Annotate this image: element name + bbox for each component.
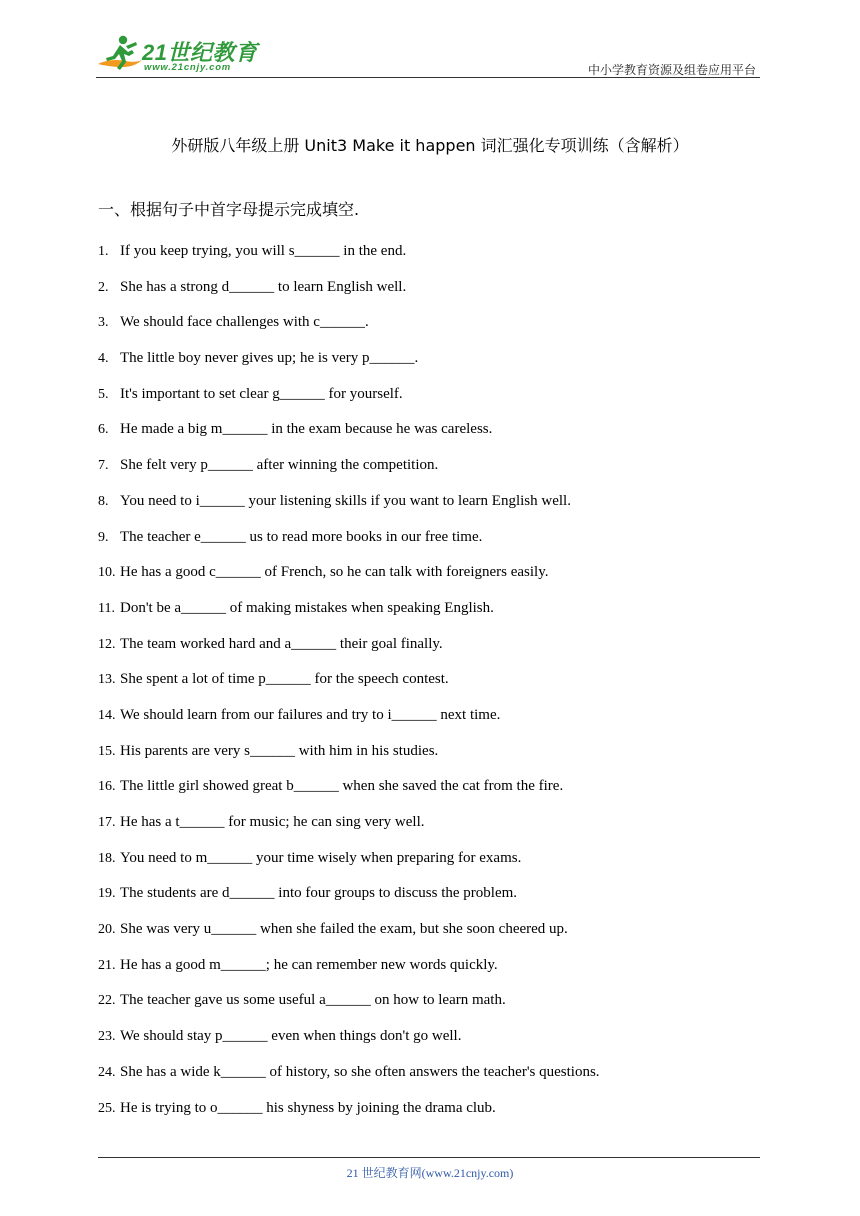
question-item [98,882,778,918]
question-number: 1. [98,244,109,259]
question-number: 4. [98,351,109,367]
question-number: 25. [98,1100,116,1116]
question-text: She felt very p______ after winning the competition. [120,457,439,474]
question-item [98,383,778,419]
question-text: We should stay p______ even when things don't go well. [120,1028,462,1045]
question-text: He has a good c______ of French, so he can talk with foreigners easily. [120,564,549,581]
question-text: The students are d______ into four groups to discuss the problem. [120,885,518,902]
question-number: 6. [98,422,109,438]
question-number: 2. [98,279,109,295]
question-text: You need to m______ your time wisely when preparing for exams. [120,849,522,866]
question-item [98,240,778,276]
question-text: You need to i______ your listening skills if you want to learn English well. [120,492,571,509]
question-number: 9. [98,529,109,545]
question-item [98,989,778,1025]
question-text: The teacher gave us some useful a______ on how to learn math. [120,992,506,1009]
question-number: 7. [98,458,109,474]
question-item [98,847,778,883]
page-header [96,34,760,78]
question-item [98,633,778,669]
question-number: 12. [98,636,116,652]
question-item [98,1025,778,1061]
header-divider [96,77,760,78]
question-item [98,668,778,704]
question-number: 22. [98,993,116,1009]
section-heading: 一、根据句子中首字母提示完成填空. [98,200,360,219]
question-number: 16. [98,779,116,795]
question-text: We should face challenges with c______. [120,314,369,331]
question-number: 24. [98,1064,116,1080]
question-item [98,561,778,597]
question-number: 13. [98,672,116,688]
question-item [98,954,778,990]
question-text: He is trying to o______ his shyness by joining the drama club. [120,1099,496,1116]
question-text: He has a t______ for music; he can sing very well. [120,814,425,830]
question-item [98,597,778,633]
question-number: 8. [98,493,109,509]
question-item [98,811,778,847]
question-item [98,490,778,526]
question-item [98,775,778,811]
question-text: The teacher e______ us to read more books in our free time. [120,528,483,545]
question-number: 19. [98,886,116,902]
question-number: 5. [98,386,109,402]
footer-text: 21 世纪教育网(www.21cnjy.com) [346,1166,514,1180]
platform-name: 中小学教育资源及组卷应用平台 [587,63,756,77]
question-number: 15. [98,743,116,759]
question-number: 11. [98,600,115,616]
question-text: She has a wide k______ of history, so she often answers the teacher's questions. [120,1063,600,1080]
question-text: She has a strong d______ to learn English well. [120,278,407,295]
question-text: The team worked hard and a______ their goal finally. [120,635,443,652]
question-item [98,418,778,454]
question-text: She spent a lot of time p______ for the speech contest. [120,671,449,688]
question-item [98,276,778,312]
logo-url: www.21cnjy.com [144,62,232,73]
footer-divider [98,1157,760,1158]
document-title: 外研版八年级上册 Unit3 Make it happen 词汇强化专项训练（含解析） [171,136,689,155]
question-number: 10. [98,565,116,581]
question-text: It's important to set clear g______ for yourself. [120,385,403,402]
question-item [98,740,778,776]
question-list [98,240,778,1132]
question-text: The little boy never gives up; he is very p______. [120,350,419,367]
question-text: He has a good m______; he can remember new words quickly. [120,956,498,973]
question-item [98,1097,778,1133]
question-text: He made a big m______ in the exam because he was careless. [120,421,493,438]
question-number: 14. [98,707,116,723]
question-item [98,526,778,562]
question-item [98,918,778,954]
question-text: We should learn from our failures and try to i______ next time. [120,706,501,723]
question-number: 23. [98,1029,116,1045]
runner-icon [96,34,144,78]
question-item [98,704,778,740]
question-number: 20. [98,922,116,938]
question-item [98,311,778,347]
question-text: His parents are very s______ with him in his studies. [120,742,439,759]
question-text: She was very u______ when she failed the exam, but she soon cheered up. [120,921,568,938]
question-number: 21. [98,957,116,973]
question-number: 18. [98,850,116,866]
question-text: Don't be a______ of making mistakes when speaking English. [120,599,494,616]
logo [96,34,266,78]
logo-text: 21世纪教育 [142,40,258,65]
question-number: 17. [98,815,116,830]
question-item [98,347,778,383]
question-text: If you keep trying, you will s______ in the end. [120,243,407,259]
question-text: The little girl showed great b______ when she saved the cat from the fire. [120,778,564,795]
question-item [98,454,778,490]
question-number: 3. [98,315,109,331]
question-item [98,1061,778,1097]
